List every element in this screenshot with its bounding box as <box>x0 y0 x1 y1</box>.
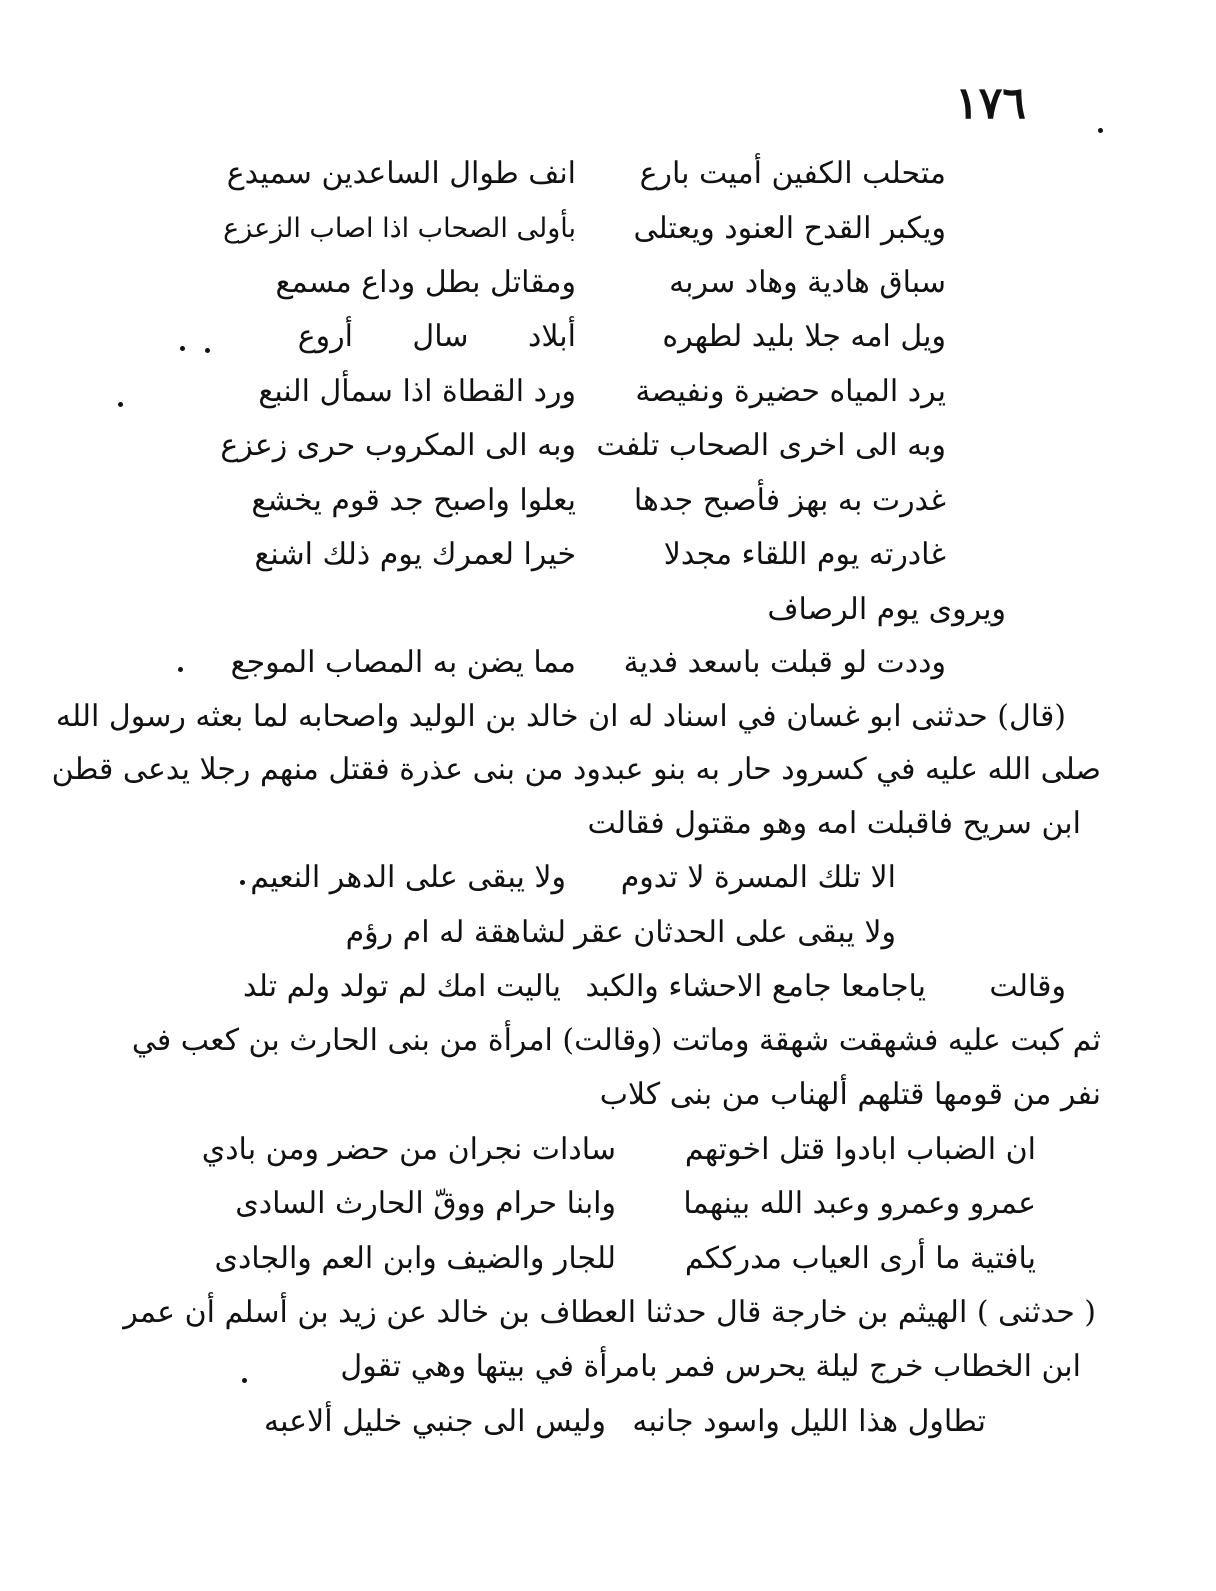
prose-line: نفر من قومها قتلهم ألهناب من بنى كلاب <box>599 1077 1101 1112</box>
verse-first-hemistich: ولا يبقى على الحدثان عقر <box>574 915 896 950</box>
verse-second-hemistich: أبلاد سال أروع <box>297 319 576 354</box>
verse-first-hemistich: متحلب الكفين أميت بارع <box>639 156 946 191</box>
verse-first-hemistich: ياجامعا جامع الاحشاء والكبد <box>585 969 926 1004</box>
verse-first-hemistich: ويل امه جلا بليد لطهره <box>662 319 946 354</box>
verse-second-hemistich: ومقاتل بطل وداع مسمع <box>275 265 576 300</box>
prose-line: ثم كبت عليه فشهقت شهقة وماتت (وقالت) امرأة من بنى الحارث بن كعب في <box>131 1023 1101 1058</box>
verse-first-hemistich: غدرت به بهز فأصبح جدها <box>633 483 946 518</box>
prose-line: (قال) حدثنى ابو غسان في اسناد له ان خالد بن الوليد واصحابه لما بعثه رسول الله <box>55 699 1066 734</box>
verse-first-hemistich: ويكبر القدح العنود ويعتلى <box>633 211 946 246</box>
verse-second-hemistich: للجار والضيف وابن العم والجادى <box>214 1241 616 1276</box>
scan-speck <box>180 346 185 351</box>
verse-second-hemistich: وابنا حرام ووقّ الحارث السادى <box>235 1186 616 1221</box>
scan-speck <box>178 667 183 672</box>
verse-first-hemistich: يرد المياه حضيرة ونفيصة <box>635 374 946 409</box>
verse-second-hemistich: سادات نجران من حضر ومن بادي <box>201 1132 616 1167</box>
verse-first-hemistich: ان الضباب ابادوا قتل اخوتهم <box>684 1132 1036 1167</box>
verse-second-hemistich: خيرا لعمرك يوم ذلك اشنع <box>254 537 576 572</box>
verse-first-hemistich: يافتية ما أرى العياب مدرككم <box>684 1241 1036 1276</box>
verse-second-hemistich: مما يضن به المصاب الموجع <box>230 645 576 680</box>
verse-second-hemistich: ورد القطاة اذا سمأل النبع <box>258 374 576 409</box>
prose-line: ( حدثنى ) الهيثم بن خارجة قال حدثنا العطاف بن خالد عن زيد بن أسلم أن عمر <box>123 1295 1096 1330</box>
verse-second-hemistich: انف طوال الساعدين سميدع <box>226 156 576 191</box>
variant-note: ويروى يوم الرصاف <box>767 592 1006 627</box>
verse-second-hemistich: وبه الى المكروب حرى زعزع <box>220 428 576 463</box>
verse-second-hemistich: لشاهقة له ام رؤم <box>345 915 566 950</box>
page-number: ١٧٦ <box>955 78 1026 129</box>
verse-first-hemistich: سباق هادية وهاد سربه <box>669 265 946 300</box>
verse-first-hemistich: تطاول هذا الليل واسود جانبه <box>632 1404 986 1439</box>
verse-first-hemistich: وددت لو قبلت باسعد فدية <box>623 645 946 680</box>
verse-first-hemistich: وبه الى اخرى الصحاب تلفت <box>596 428 946 463</box>
scan-speck <box>240 880 245 885</box>
scan-speck <box>205 348 210 353</box>
verse-second-hemistich: ياليت امك لم تولد ولم تلد <box>243 969 561 1004</box>
verse-first-hemistich: عمرو وعمرو وعبد الله بينهما <box>683 1186 1036 1221</box>
prose-line: صلى الله عليه في كسرود حار به بنو عبدود من بنى عذرة فقتل منهم رجلا يدعى قطن <box>51 752 1101 787</box>
prose-line: ابن الخطاب خرج ليلة يحرس فمر بامرأة في بيتها وهي تقول <box>340 1349 1081 1384</box>
scan-speck <box>1098 128 1103 133</box>
scan-speck <box>242 1378 247 1383</box>
verse-first-hemistich: غادرته يوم اللقاء مجدلا <box>663 537 946 572</box>
verse-first-hemistich: الا تلك المسرة لا تدوم <box>620 860 896 895</box>
prose-line: ابن سريح فاقبلت امه وهو مقتول فقالت <box>587 806 1081 841</box>
poem-intro: وقالت <box>989 969 1066 1004</box>
verse-second-hemistich: يعلوا واصبح جد قوم يخشع <box>251 483 576 518</box>
verse-second-hemistich: ولا يبقى على الدهر النعيم <box>250 860 566 895</box>
scan-speck <box>118 402 123 407</box>
verse-second-hemistich: وليس الى جنبي خليل ألاعبه <box>264 1404 606 1439</box>
verse-second-hemistich: بأولى الصحاب اذا اصاب الزعزع <box>223 213 576 244</box>
